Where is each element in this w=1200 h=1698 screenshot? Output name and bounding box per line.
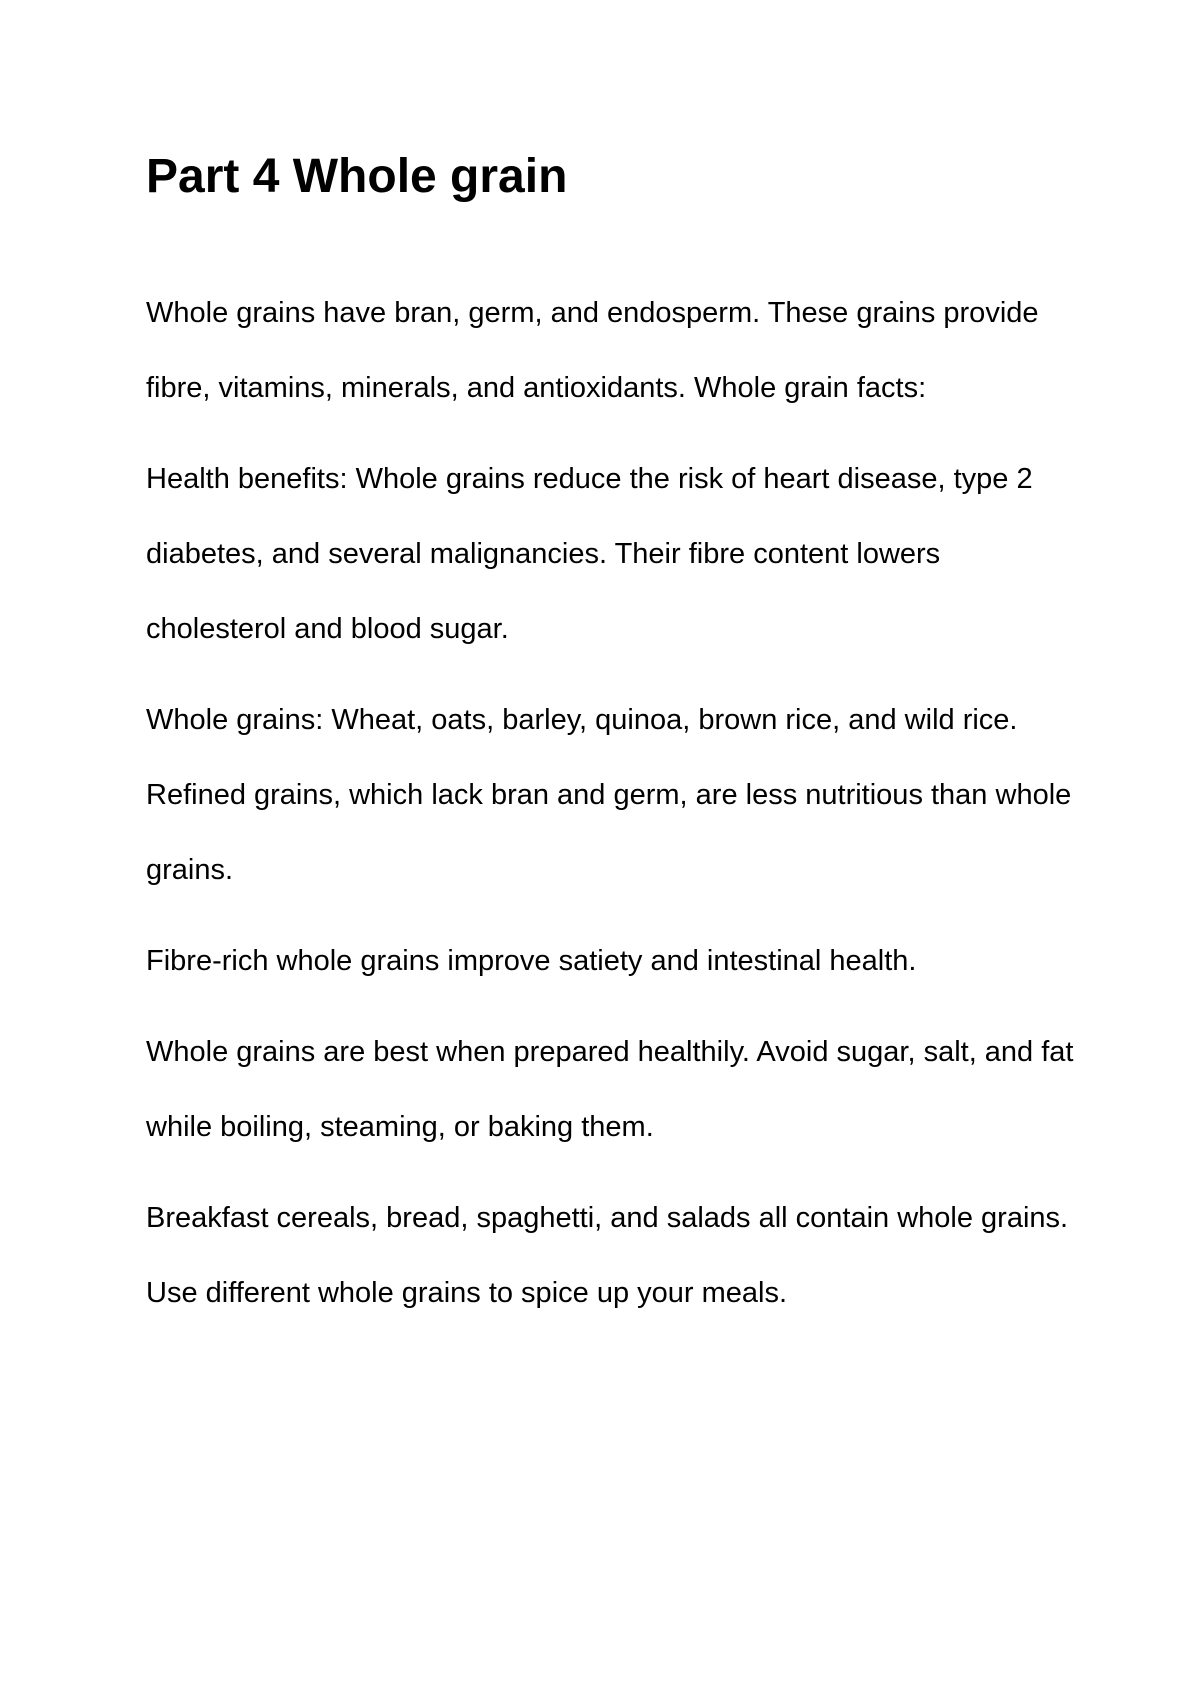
paragraph-foods: Breakfast cereals, bread, spaghetti, and salads all contain whole grains. Use different whole grains to spice up your meals. xyxy=(146,1202,1069,1309)
paragraph-health-benefits: Health benefits: Whole grains reduce the risk of heart disease, type 2 diabetes, and several malignancies. Their fibre content lowers cholesterol and blood sugar. xyxy=(146,463,1033,645)
paragraph-intro: Whole grains have bran, germ, and endosperm. These grains provide fibre, vitamins, minerals, and antioxidants. Whole grain facts: xyxy=(146,297,1039,404)
page-title: Part 4 Whole grain xyxy=(146,150,568,203)
paragraph-fibre: Fibre-rich whole grains improve satiety and intestinal health. xyxy=(146,945,917,977)
document-body xyxy=(146,140,1076,1347)
paragraph-preparation: Whole grains are best when prepared healthily. Avoid sugar, salt, and fat while boiling, steaming, or baking them. xyxy=(146,1036,1074,1143)
paragraph-whole-grain-types: Whole grains: Wheat, oats, barley, quinoa, brown rice, and wild rice. Refined grains, which lack bran and germ, are less nutritious than whole grains. xyxy=(146,704,1072,886)
